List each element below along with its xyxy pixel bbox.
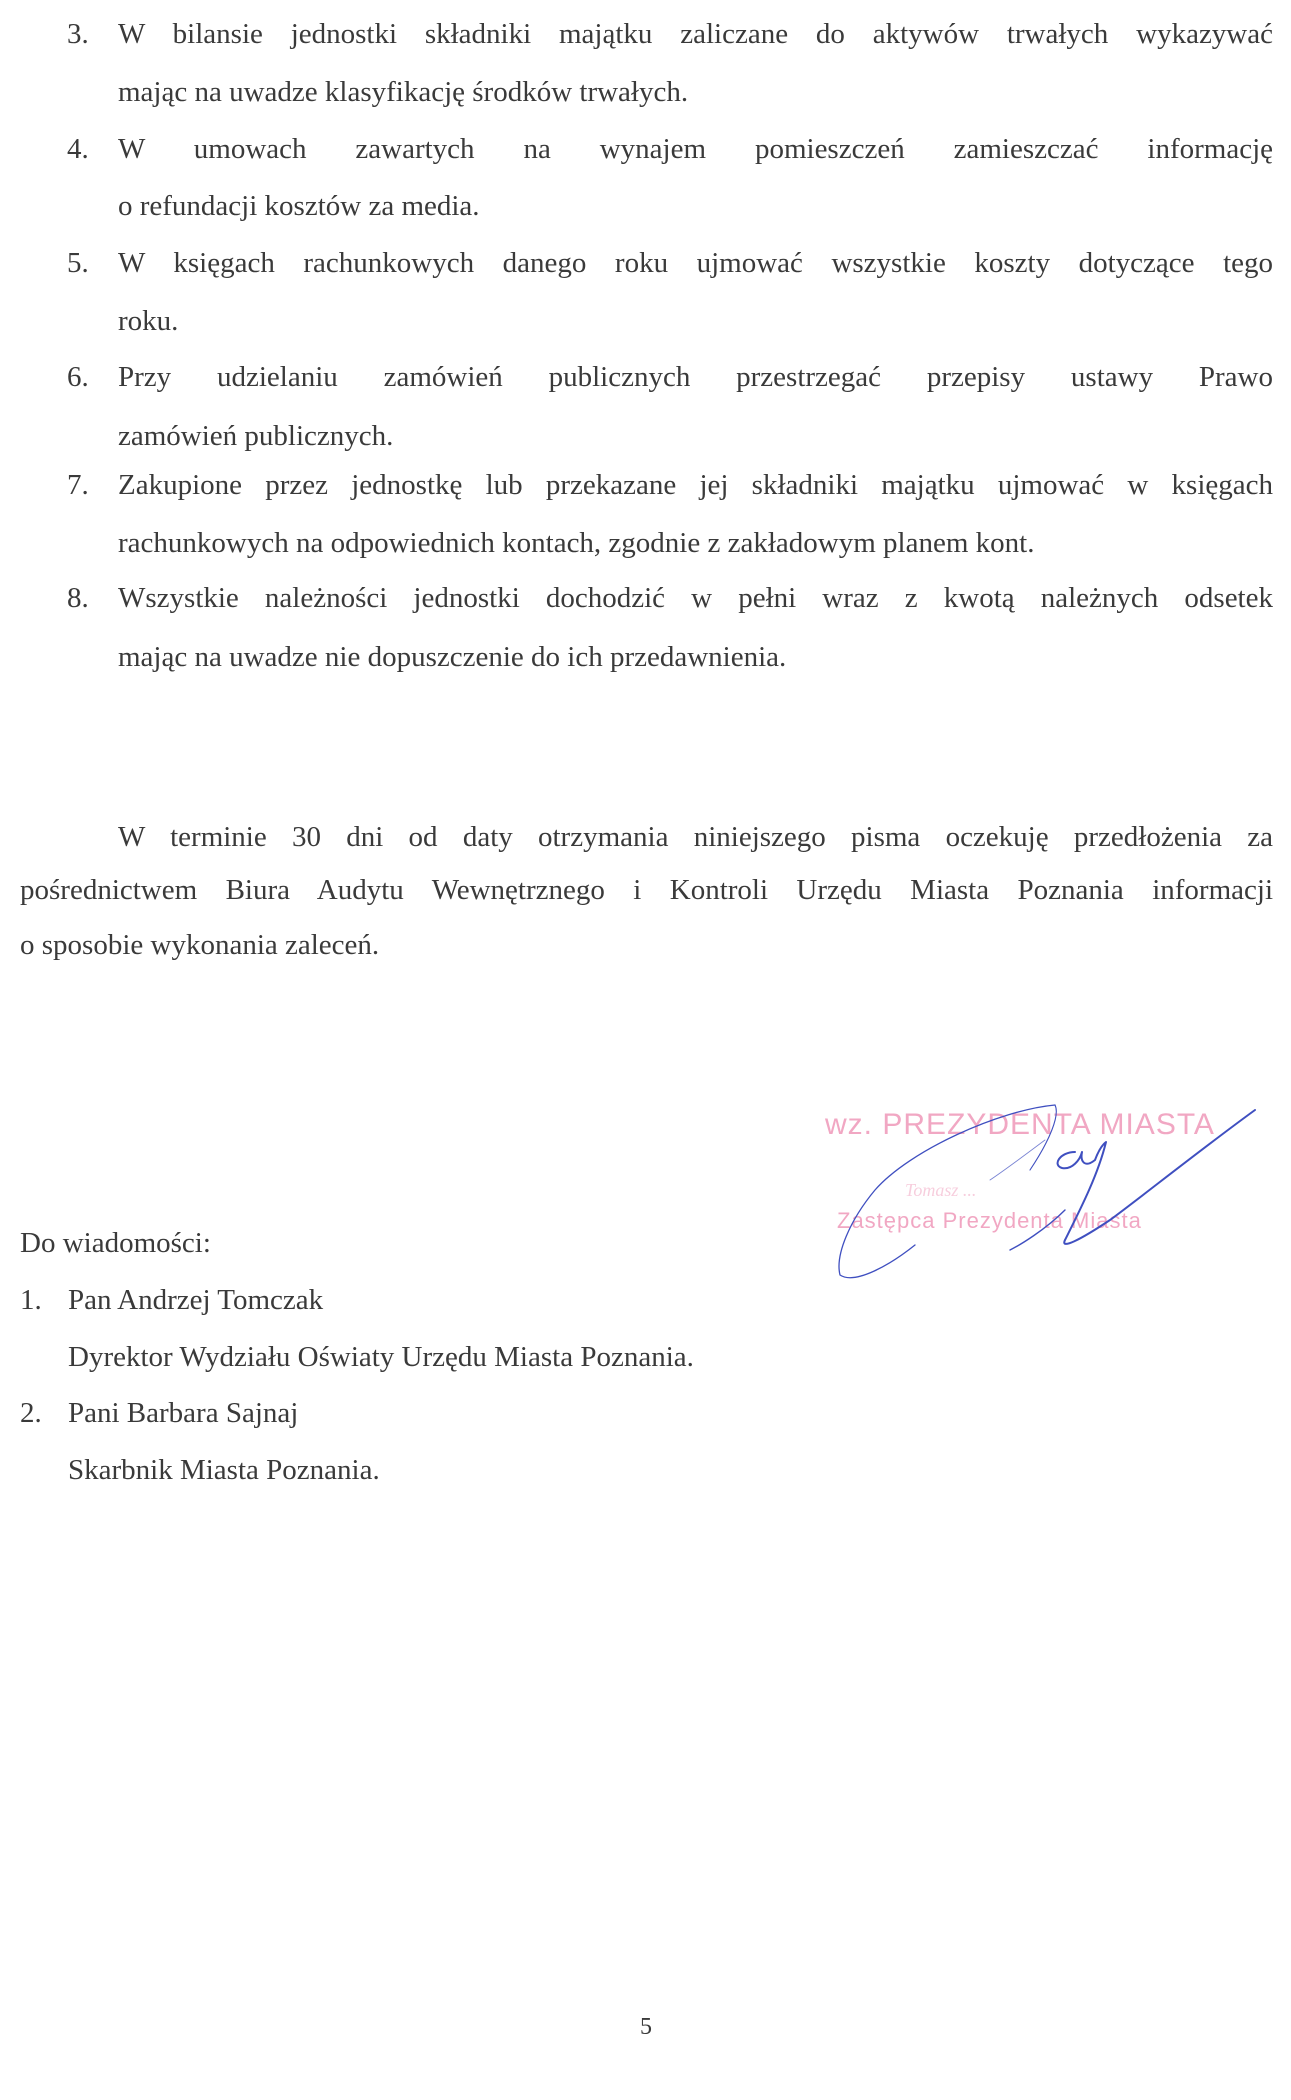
paragraph-line: pośrednictwem Biura Audytu Wewnętrznego i Kontroli Urzędu Miasta Poznania informacji [20, 874, 1273, 906]
list-item-line: W umowach zawartych na wynajem pomieszczeń zamieszczać informację [118, 133, 1273, 165]
list-item-line: Wszystkie należności jednostki dochodzić w pełni wraz z kwotą należnych odsetek [118, 582, 1273, 614]
paragraph-line: W terminie 30 dni od daty otrzymania niniejszego pisma oczekuję przedłożenia za [118, 821, 1273, 853]
stamp-name-text: Tomasz ... [905, 1180, 977, 1200]
distribution-item-number: 2. [20, 1397, 42, 1429]
list-item-line: roku. [118, 305, 179, 337]
list-item-line: o refundacji kosztów za media. [118, 190, 480, 222]
list-item-number: 7. [67, 469, 89, 501]
distribution-heading: Do wiadomości: [20, 1227, 211, 1259]
list-item-line: rachunkowych na odpowiednich kontach, zgodnie z zakładowym planem kont. [118, 527, 1035, 559]
distribution-item-number: 1. [20, 1284, 42, 1316]
list-item-line: W księgach rachunkowych danego roku ujmować wszystkie koszty dotyczące tego [118, 247, 1273, 279]
distribution-item-name: Pani Barbara Sajnaj [68, 1397, 299, 1429]
list-item-number: 3. [67, 18, 89, 50]
signature-block [780, 1080, 1260, 1300]
list-item-line: Zakupione przez jednostkę lub przekazane jej składniki majątku ujmować w księgach [118, 469, 1273, 501]
list-item-line: mając na uwadze nie dopuszczenie do ich przedawnienia. [118, 641, 787, 673]
list-item-number: 5. [67, 247, 89, 279]
list-item-line: W bilansie jednostki składniki majątku zaliczane do aktywów trwałych wykazywać [118, 18, 1273, 50]
distribution-item-role: Skarbnik Miasta Poznania. [68, 1454, 380, 1486]
list-item-line: mając na uwadze klasyfikację środków trwałych. [118, 76, 689, 108]
list-item-number: 4. [67, 133, 89, 165]
distribution-item-role: Dyrektor Wydziału Oświaty Urzędu Miasta Poznania. [68, 1341, 694, 1373]
stamp-title-text: Zastępca Prezydenta Miasta [837, 1208, 1142, 1233]
list-item-number: 6. [67, 361, 89, 393]
list-item-line: zamówień publicznych. [118, 420, 394, 452]
handwritten-signature [780, 1080, 1260, 1300]
list-item-line: Przy udzielaniu zamówień publicznych przestrzegać przepisy ustawy Prawo [118, 361, 1273, 393]
page-number: 5 [640, 2014, 652, 2040]
stamp-top-text: wz. PREZYDENTA MIASTA [825, 1108, 1215, 1141]
list-item-number: 8. [67, 582, 89, 614]
paragraph-line: o sposobie wykonania zaleceń. [20, 929, 380, 961]
distribution-item-name: Pan Andrzej Tomczak [68, 1284, 324, 1316]
